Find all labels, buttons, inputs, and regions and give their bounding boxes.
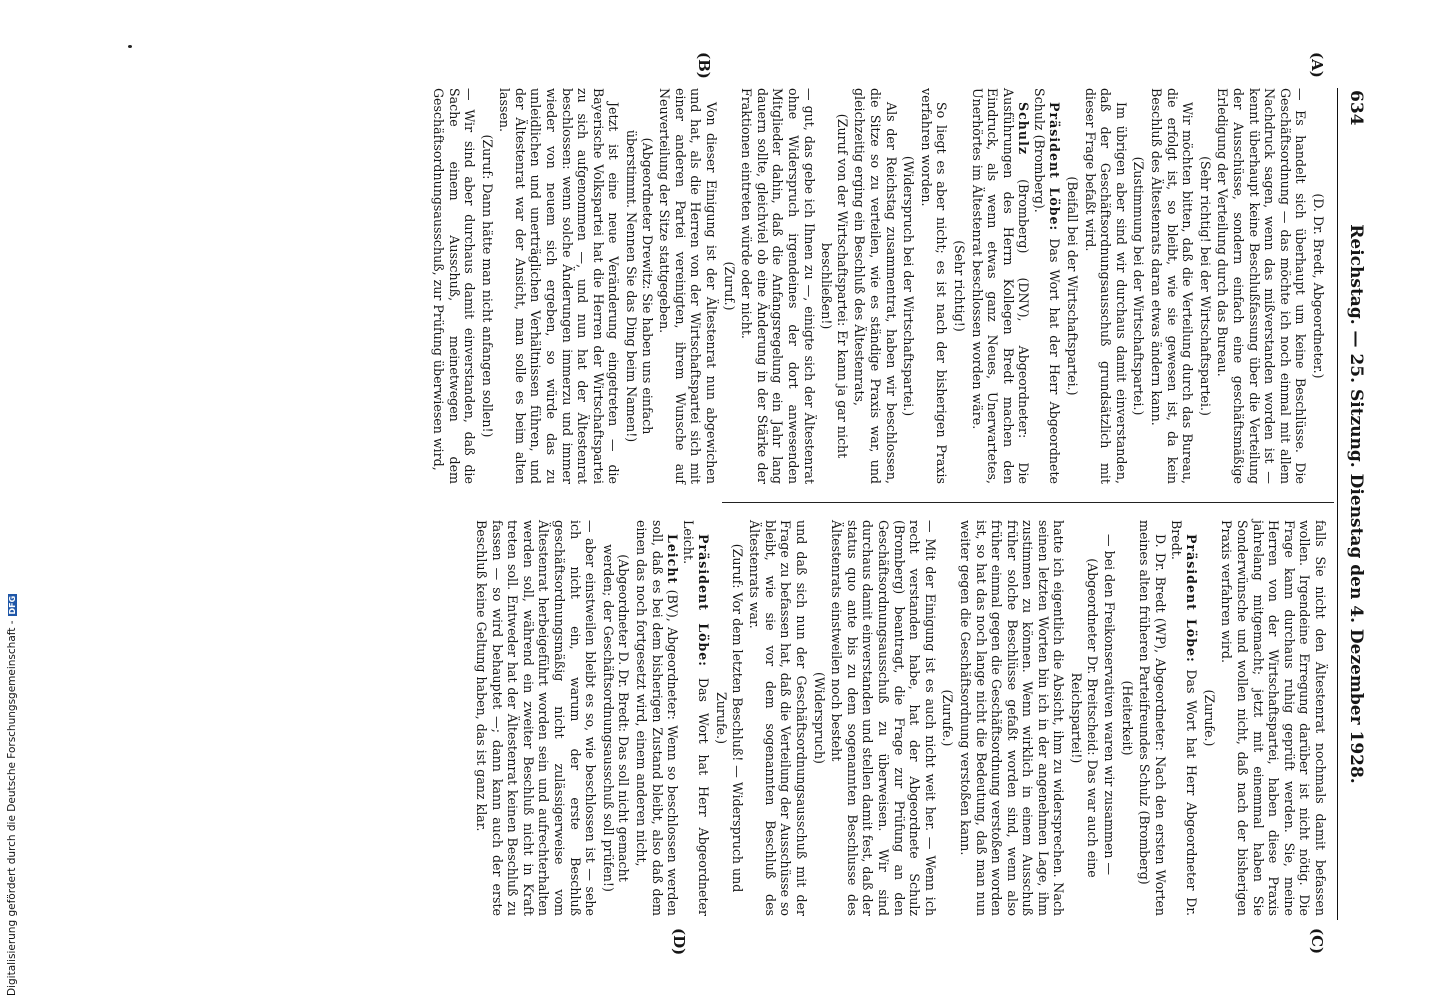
interjection: (Sehr richtig!) [951, 240, 967, 332]
paragraph: So liegt es aber nicht; es ist nach der bisherigen Praxis verfahren worden. [918, 88, 950, 484]
page-header [1337, 88, 1368, 920]
paragraph: — bei den Freikonservativen waren wir zusammen — [1102, 534, 1118, 876]
ink-speck [128, 45, 132, 48]
paragraph: Schulz (Bromberg) (DNV), Abgeordneter: Die Ausführungen des Herrn Kollegen Bredt machen den Eindruck, als wenn etwas ganz Neues, Unerwartetes, Unerhörtes im Ältestenrat beschlossen worden wäre. [969, 88, 1032, 484]
interjection: (Abgeordneter Drewitz: Sie haben uns einfach überstimmt. Nennen Sie das Ding beim Namen!) [624, 129, 655, 443]
paragraph: Wir möchten bitten, daß die Verteilung durch das Bureau, die erfolgt ist, so bleibt, wie sie gewesen ist, da kein Beschluß des Ältestenrats daran etwas ändern kann. [1149, 88, 1196, 484]
interjection: (Zurufe.) [1201, 689, 1217, 747]
credit-text: Digitalisierung gefördert durch die Deutsche Forschungsgemeinschaft - [6, 620, 18, 996]
rotated-page [118, 52, 1368, 956]
margin-mark-b: (B) [695, 52, 713, 79]
column-divider [722, 502, 1334, 503]
page-title: Reichstag. — 25. Sitzung. Dienstag den 4. Dezember 1928. [1346, 224, 1366, 784]
paragraph: und daß sich nun der Geschäftsordnungsausschuß mit der Frage zu befassen hat, daß die Verteilung der Ausschüsse so bleibt, wie sie vor dem sogenannten Beschluß des Ältestenrats war. [747, 520, 809, 916]
interjection: (Abgeordneter Dr. Breitscheid: Das war auch eine Reichspartei!) [1069, 558, 1100, 878]
margin-mark-d: (D) [670, 928, 688, 956]
interjection: (Heiterkeit) [1119, 680, 1135, 756]
paragraph: hatte ich eigentlich die Absicht, ihm zu widersprechen. Nach seinen letzten Worten bin ich in der angenehmen Lage, ihm zustimmen zu können. Wenn wirklich in einem Ausschuß früher solche Beschlüsse gefaßt worden sind, wenn also früher einmal gegen die Geschäftsordnung verstoßen worden ist, so hat das noch lange nicht die Bedeutung, daß man nun weiter gegen die Geschäftsordnung verstoßen kann. [957, 520, 1067, 916]
interjection: (Sehr richtig! bei der Wirtschaftspartei.) [1197, 156, 1213, 416]
paragraph: Im übrigen aber sind wir durchaus damit einverstanden, daß der Geschäftsordnungsausschuß grundsätzlich mit dieser Frage befaßt wird. [1082, 88, 1129, 484]
paragraph: Von dieser Einigung ist der Ältestenrat nun abgewichen und hat, als die Herren von der Wirtschaftspartei sich mit einer anderen Partei vereinigten, ihrem Wunsche auf Neuverteilung der Sitze stattgegeben. [657, 88, 720, 484]
paragraph: — Es handelt sich überhaupt um keine Beschlüsse. Die Geschäftsordnung — das möchte ich noch einmal mit allem Nachdruck sagen, wenn das mißverstanden worden ist — kennt überhaupt keine Beschlußfassung über die Verteilung der Ausschüsse, sondern einfach eine geschäftsmäßige Erledigung der Verteilung durch das Bureau. [1215, 88, 1309, 484]
interjection: (Zustimmung bei der Wirtschaftspartei.) [1131, 156, 1147, 416]
paragraph: Präsident Löbe: Das Wort hat Herr Abgeordneter Leicht. [680, 520, 712, 916]
page-number: 634 [1346, 90, 1366, 126]
paragraph: — gut, das gebe ich Ihnen zu —, einigte sich der Ältestenrat ohne Widerspruch irgendeines der dort anwesenden Mitglieder dahin, daß die Anfangsregelung ein Jahr lang dauern sollte, gleichviel ob eine Änderung in der Stärke der Fraktionen eintreten würde oder nicht. [739, 88, 817, 484]
paragraph: D. Dr. Bredt (WP), Abgeordneter: Nach den ersten Worten meines alten früheren Parteifreundes Schulz (Bromberg) [1137, 520, 1169, 916]
left-text-column [430, 88, 1328, 484]
paragraph: Jetzt ist eine neue Veränderung eingetreten — die Bayerische Volkspartei hat die Herren der Wirtschaftspartei zu sich aufgenommen —, und nun hat der Ältestenrat beschlossen: wenn solche Änderungen immerzu und immer wieder von neuem sich ergeben, so würde das zu unleidlichen und unerträglichen Verhältnissen führen, und der Ältestenrat war der Ansicht, man solle es beim alten lassen. [497, 88, 622, 484]
paragraph: Leicht (BV), Abgeordneter: Wenn so beschlossen werden soll, daß es bei dem bisherigen Zustand bleibt, also daß dem einen das noch fortgesetzt wird, einem anderen nicht, [634, 520, 681, 916]
paragraph: — Wir sind aber durchaus damit einverstanden, daß die Sache einem Ausschuß, meinetwegen dem Geschäftsordnungsausschuß, zur Prüfung überwiesen wird, [430, 88, 478, 484]
paragraph: falls Sie nicht den Ältestenrat nochmals damit befassen wollen. Irgendeine Erregung darüber ist nicht nötig. Die Frage kann durchaus ruhig geprüft werden. Sie, meine Herren von der Wirtschaftspartei, haben diese Praxis jahrelang mitgemacht; jetzt mit einemmal haben Sie Sonderwünsche und wollen nicht, daß nach der bisherigen Praxis verfahren wird. [1219, 520, 1328, 916]
interjection: (Zuruf.) [721, 261, 737, 311]
interjection: (Widerspruch bei der Wirtschaftspartei.) [901, 155, 917, 417]
digitization-credit [6, 594, 18, 996]
interjection: (Zuruf: Vor dem letzten Beschluß! — Widerspruch und Zurufe.) [714, 543, 745, 893]
margin-mark-a: (A) [1308, 52, 1326, 78]
interjection: (Zurufe.) [940, 689, 956, 747]
paragraph: — Mit der Einigung ist es auch nicht weit her. — Wenn ich recht verstanden habe, hat der Abgeordnete Schulz (Bromberg) beantragt, die Frage zur Prüfung an den Geschäftsordnungsausschuß zu überweisen. Wir sind durchaus damit einverstanden und stellen damit fest, daß der status quo ante bis zu dem sogenannten Beschlusse des Ältestenrats einstweilen noch besteht [829, 520, 938, 916]
interjection: (Beifall bei der Wirtschaftspartei.) [1065, 176, 1081, 396]
paragraph: Als der Reichstag zusammentrat, haben wir beschlossen, die Sitze so zu verteilen, wie es ständige Praxis war, und gleichzeitig erging ein Beschluß des Ältestenrats, [852, 88, 899, 484]
paragraph: Präsident Löbe: Das Wort hat Herr Abgeordneter Dr. Bredt. [1168, 520, 1200, 916]
paragraph: Präsident Löbe: Das Wort hat der Herr Abgeordnete Schulz (Bromberg). [1031, 88, 1063, 484]
dfg-logo-icon: DFG [8, 595, 17, 615]
interjection: (Zuruf: Dann hätte man nicht anfangen sollen!) [479, 134, 495, 438]
paragraph: — aber einstweilen bleibt es so, wie beschlossen ist — sehe ich nicht ein, warum der erste Beschluß geschäftsordnungsmäßig nicht zulässigerweise vom Ältestenrat herbeigeführt worden sein und aufrechterhalten werden soll, während ein zweiter Beschluß nicht in Kraft treten soll. Entweder hat der Ältestenrat keinen Beschluß zu fassen — so wird behauptet —; dann kann auch der erste Beschluß keine Geltung haben, das ist ganz klar. [474, 520, 599, 916]
margin-mark-c: (C) [1308, 928, 1326, 955]
interjection: (Abgeordneter D. Dr. Bredt: Das soll nicht gemacht werden; der Geschäftsordnungsausschuß soll prüfen!) [600, 544, 632, 892]
interjection: (Widerspruch) [811, 672, 827, 764]
interjection: (Zuruf von der Wirtschaftspartei: Er kann ja gar nicht beschließen!) [819, 113, 850, 459]
interjection: (D. Dr. Bredt, Abgeordneter.) [1311, 193, 1326, 379]
right-text-column [474, 520, 1328, 916]
